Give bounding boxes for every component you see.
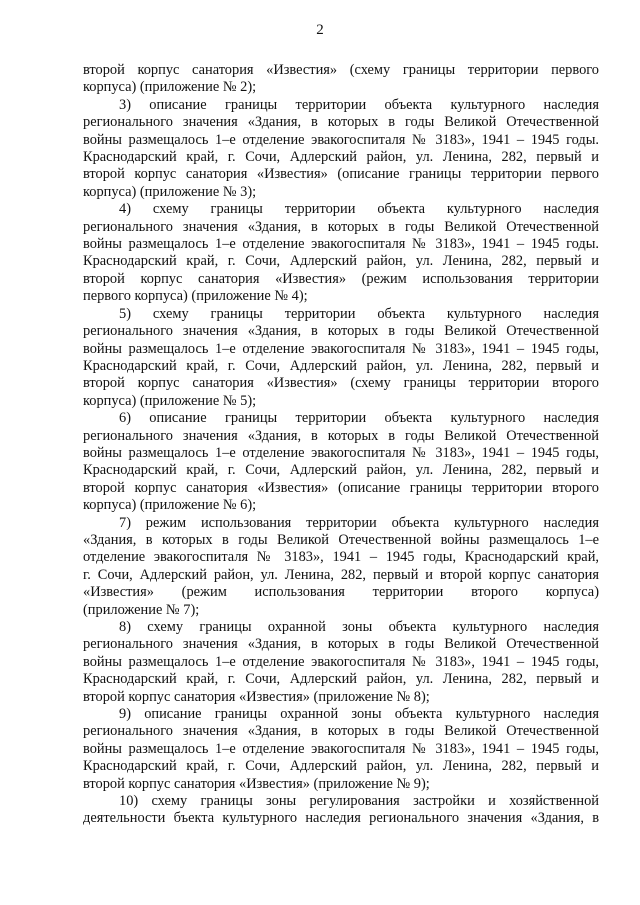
text-line: «Здания, в которых в годы Великой Отечественной войны размещалось 1–е [83, 531, 599, 548]
text-line: регионального значения «Здания, в которых в годы Великой Отечественной [83, 636, 599, 653]
paragraph-p10 [83, 793, 599, 828]
text-line: 8) схему границы охранной зоны объекта культурного наследия [119, 619, 599, 635]
text-line: Краснодарский край, г. Сочи, Адлерский район, ул. Ленина, 282, первый и [83, 462, 599, 479]
text-line: корпуса) (приложение № 5); [83, 392, 257, 409]
text-line: 4) схему границы территории объекта культурного наследия [119, 201, 599, 218]
text-line: второй корпус санатория «Известия» (приложение № 9); [83, 775, 430, 792]
page-number: 2 [316, 22, 324, 38]
text-line: 10) схему границы зоны регулирования застройки и хозяйственной [119, 793, 599, 810]
text-line: регионального значения «Здания, в которых в годы Великой Отечественной [83, 114, 599, 131]
text-line: регионального значения «Здания, в которых в годы Великой Отечественной [83, 218, 599, 235]
text-line: войны размещалось 1–е отделение эвакогоспиталя № 3183», 1941 – 1945 годы, [83, 740, 599, 757]
text-line: первого корпуса) (приложение № 4); [83, 288, 308, 305]
text-line: Краснодарский край, г. Сочи, Адлерский район, ул. Ленина, 282, первый и [83, 149, 599, 166]
text-line: корпуса) (приложение № 3); [83, 183, 257, 200]
text-line: г. Сочи, Адлерский район, ул. Ленина, 282, первый и второй корпус санатория [83, 566, 599, 583]
text-line: второй корпус санатория «Известия» (описание границы территории второго [83, 479, 599, 496]
paragraph-p4 [83, 201, 599, 305]
paragraph-p8 [83, 619, 599, 706]
text-line: 6) описание границы территории объекта культурного наследия [119, 410, 599, 427]
text-line: Краснодарский край, г. Сочи, Адлерский район, ул. Ленина, 282, первый и [83, 253, 599, 270]
text-line: «Известия» (режим использования территории второго корпуса) [83, 584, 599, 601]
text-line: отделение эвакогоспиталя № 3183», 1941 – 1945 годы, Краснодарский край, [83, 549, 599, 566]
paragraph-p5 [83, 306, 599, 410]
text-line: Краснодарский край, г. Сочи, Адлерский район, ул. Ленина, 282, первый и [83, 671, 599, 688]
paragraph-p3 [83, 97, 599, 201]
text-line: 7) режим использования территории объекта культурного наследия [119, 514, 599, 531]
text-line: второй корпус санатория «Известия» (схему границы территории первого [83, 62, 599, 78]
paragraph-p9 [83, 706, 599, 793]
text-line: регионального значения «Здания, в которых в годы Великой Отечественной [83, 323, 599, 340]
text-line: войны размещалось 1–е отделение эвакогоспиталя № 3183», 1941 – 1945 годы. [83, 131, 599, 148]
paragraph-p2-cont [83, 62, 599, 97]
text-line: корпуса) (приложение № 2); [83, 79, 257, 96]
text-line: войны размещалось 1–е отделение эвакогоспиталя № 3183», 1941 – 1945 годы, [83, 653, 599, 670]
text-line: регионального значения «Здания, в которых в годы Великой Отечественной [83, 427, 599, 444]
text-line: второй корпус санатория «Известия» (схему границы территории второго [83, 375, 599, 392]
paragraph-p7 [83, 515, 599, 619]
text-line: второй корпус санатория «Известия» (режим использования территории [83, 270, 599, 287]
text-line: Краснодарский край, г. Сочи, Адлерский район, ул. Ленина, 282, первый и [83, 758, 599, 775]
text-line: 9) описание границы охранной зоны объекта культурного наследия [119, 706, 599, 723]
text-line: Краснодарский край, г. Сочи, Адлерский район, ул. Ленина, 282, первый и [83, 357, 599, 374]
document-body [83, 62, 599, 828]
paragraph-p6 [83, 410, 599, 514]
text-line: войны размещалось 1–е отделение эвакогоспиталя № 3183», 1941 – 1945 годы, [83, 340, 599, 357]
text-line: войны размещалось 1–е отделение эвакогоспиталя № 3183», 1941 – 1945 годы, [83, 444, 599, 461]
text-line: регионального значения «Здания, в которых в годы Великой Отечественной [83, 723, 599, 740]
text-line: 5) схему границы территории объекта культурного наследия [119, 305, 599, 322]
text-line: 3) описание границы территории объекта культурного наследия [119, 96, 599, 113]
text-line: второй корпус санатория «Известия» (приложение № 8); [83, 688, 430, 705]
text-line: (приложение № 7); [83, 601, 200, 618]
text-line: второй корпус санатория «Известия» (описание границы территории первого [83, 166, 599, 183]
text-line: войны размещалось 1–е отделение эвакогоспиталя № 3183», 1941 – 1945 годы. [83, 236, 599, 253]
text-line: деятельности бъекта культурного наследия регионального значения «Здания, в [83, 810, 599, 827]
text-line: корпуса) (приложение № 6); [83, 497, 257, 514]
